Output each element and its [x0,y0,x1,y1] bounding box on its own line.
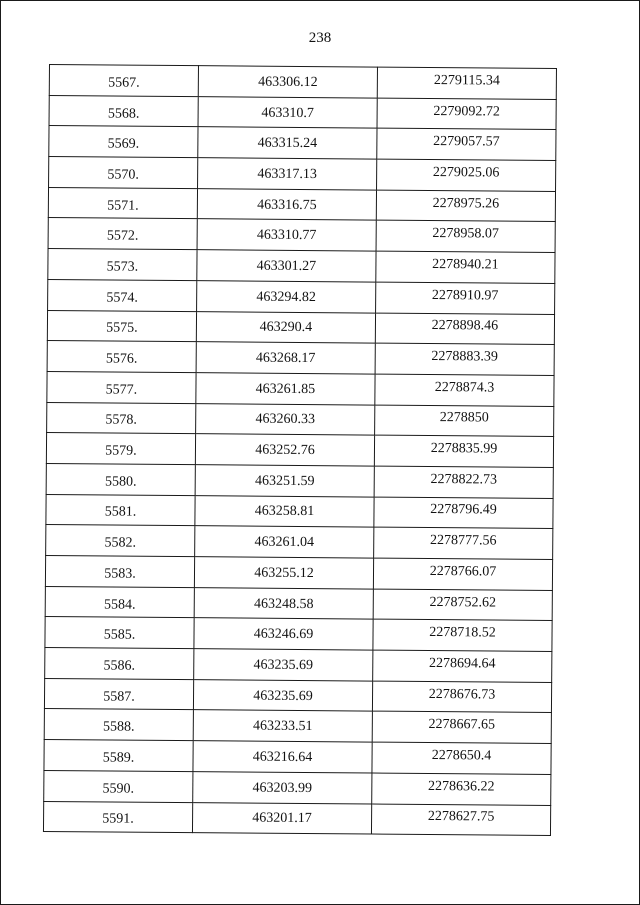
x-coordinate-cell: 463216.64 [193,741,372,773]
x-coordinate-cell: 463310.77 [197,219,376,251]
y-coordinate-cell: 2278940.21 [376,251,555,283]
table-row [46,494,553,529]
x-coordinate-cell: 463261.85 [196,373,375,405]
y-coordinate-cell: 2278975.26 [376,190,555,222]
x-coordinate-cell: 463310.7 [198,96,377,128]
y-coordinate-cell: 2279115.34 [377,67,556,99]
table-row [44,678,551,713]
x-coordinate-cell: 463268.17 [196,342,375,374]
y-coordinate-cell: 2278667.65 [372,711,551,743]
y-coordinate-cell: 2278822.73 [374,466,553,498]
y-coordinate-cell: 2278752.62 [373,589,552,621]
y-coordinate-cell: 2278898.46 [375,313,554,345]
x-coordinate-cell: 463248.58 [194,587,373,619]
coordinates-table [43,64,557,836]
x-coordinate-cell: 463316.75 [197,188,376,220]
point-number-cell: 5580. [46,463,195,495]
point-number-cell: 5586. [45,648,194,680]
table-row [46,525,553,560]
table-row [48,279,555,314]
x-coordinate-cell: 463301.27 [197,250,376,282]
table-row [45,648,552,683]
x-coordinate-cell: 463246.69 [194,618,373,650]
point-number-cell: 5576. [47,341,196,373]
y-coordinate-cell: 2278850 [375,405,554,437]
x-coordinate-cell: 463261.04 [195,526,374,558]
y-coordinate-cell: 2278958.07 [376,221,555,253]
point-number-cell: 5587. [44,678,193,710]
table-row [45,586,552,621]
table-body [43,65,556,836]
x-coordinate-cell: 463251.59 [195,465,374,497]
point-number-cell: 5584. [45,586,194,618]
point-number-cell: 5574. [48,279,197,311]
y-coordinate-cell: 2278636.22 [372,773,551,805]
x-coordinate-cell: 463260.33 [196,403,375,435]
table-row [44,740,551,775]
y-coordinate-cell: 2278874.3 [375,374,554,406]
y-coordinate-cell: 2278910.97 [376,282,555,314]
y-coordinate-cell: 2278627.75 [371,804,550,836]
y-coordinate-cell: 2278796.49 [374,497,553,529]
point-number-cell: 5583. [45,555,194,587]
y-coordinate-cell: 2278766.07 [373,558,552,590]
table-row [49,157,556,192]
point-number-cell: 5577. [47,371,196,403]
x-coordinate-cell: 463203.99 [193,771,372,803]
table-row [46,463,553,498]
point-number-cell: 5570. [49,157,198,189]
point-number-cell: 5590. [44,770,193,802]
x-coordinate-cell: 463258.81 [195,495,374,527]
x-coordinate-cell: 463255.12 [194,557,373,589]
table-row [49,95,556,130]
y-coordinate-cell: 2279092.72 [377,98,556,130]
y-coordinate-cell: 2278883.39 [375,343,554,375]
point-number-cell: 5589. [44,740,193,772]
table-row [49,126,556,161]
y-coordinate-cell: 2278718.52 [373,619,552,651]
coordinates-table-container [43,64,555,836]
point-number-cell: 5575. [47,310,196,342]
table-row [45,617,552,652]
x-coordinate-cell: 463201.17 [192,802,371,834]
point-number-cell: 5572. [48,218,197,250]
x-coordinate-cell: 463235.69 [194,649,373,681]
point-number-cell: 5571. [48,187,197,219]
point-number-cell: 5579. [46,433,195,465]
y-coordinate-cell: 2278694.64 [373,650,552,682]
table-row [45,555,552,590]
y-coordinate-cell: 2278650.4 [372,742,551,774]
point-number-cell: 5588. [44,709,193,741]
x-coordinate-cell: 463290.4 [196,311,375,343]
y-coordinate-cell: 2279057.57 [377,128,556,160]
point-number-cell: 5581. [46,494,195,526]
point-number-cell: 5591. [43,801,192,833]
y-coordinate-cell: 2279025.06 [377,159,556,191]
x-coordinate-cell: 463306.12 [198,66,377,98]
table-row [46,433,553,468]
point-number-cell: 5569. [49,126,198,158]
x-coordinate-cell: 463317.13 [198,158,377,190]
y-coordinate-cell: 2278676.73 [372,681,551,713]
table-row [48,218,555,253]
point-number-cell: 5578. [47,402,196,434]
page-number: 238 [308,30,332,46]
point-number-cell: 5582. [46,525,195,557]
x-coordinate-cell: 463235.69 [193,679,372,711]
table-row [47,371,554,406]
point-number-cell: 5568. [49,95,198,127]
point-number-cell: 5585. [45,617,194,649]
table-row [47,402,554,437]
y-coordinate-cell: 2278835.99 [374,435,553,467]
x-coordinate-cell: 463294.82 [197,280,376,312]
point-number-cell: 5573. [48,249,197,281]
y-coordinate-cell: 2278777.56 [374,527,553,559]
table-row [48,187,555,222]
table-row [47,341,554,376]
x-coordinate-cell: 463315.24 [198,127,377,159]
table-row [49,65,556,100]
point-number-cell: 5567. [49,65,198,97]
table-row [48,249,555,284]
table-row [44,770,551,805]
table-row [44,709,551,744]
table-row [43,801,550,836]
x-coordinate-cell: 463233.51 [193,710,372,742]
table-row [47,310,554,345]
x-coordinate-cell: 463252.76 [195,434,374,466]
